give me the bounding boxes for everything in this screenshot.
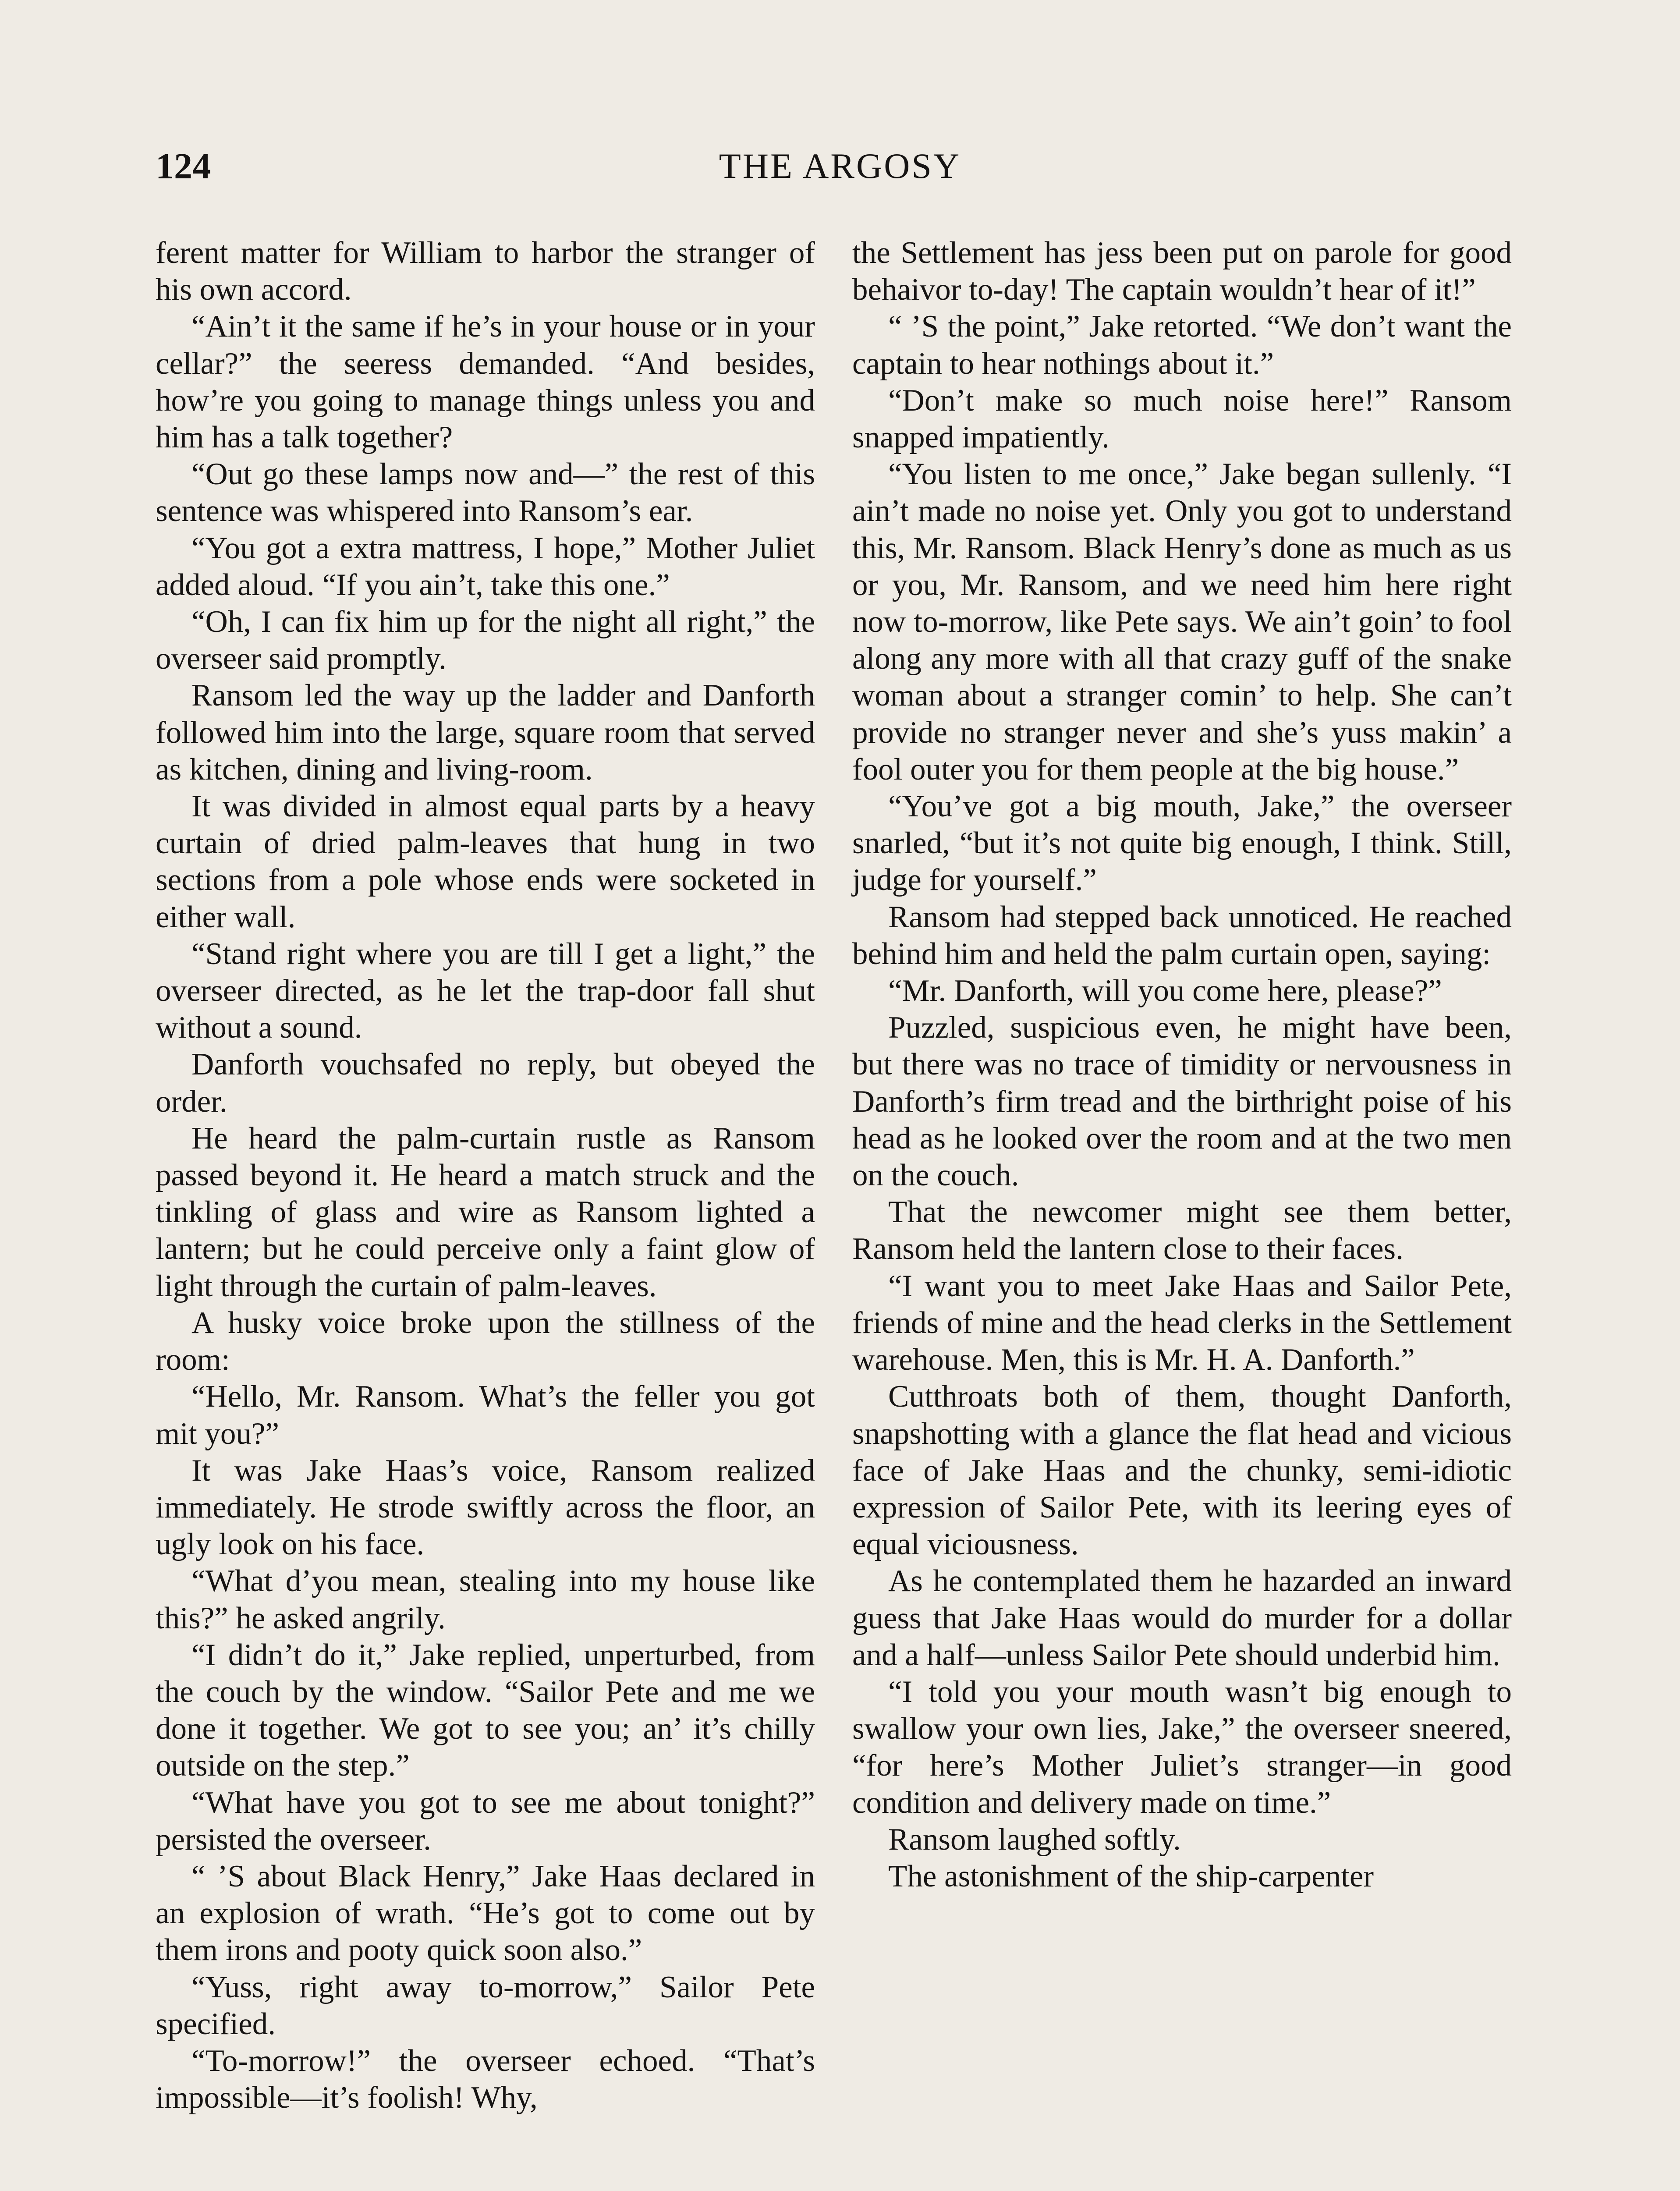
right-column [852,234,1512,1895]
paragraph: As he contemplated them he hazarded an inward guess that Jake Haas would do murder for a dollar and a half—unless Sailor Pete should underbid him. [852,1564,1512,1672]
paragraph: “Oh, I can fix him up for the night all right,” the overseer said promptly. [156,605,815,676]
paragraph: “What have you got to see me about tonight?” persisted the overseer. [156,1785,815,1857]
paragraph: Ransom laughed softly. [888,1822,1181,1857]
paragraph: the Settlement has jess been put on parole for good behaivor to-day! The captain wouldn’t hear of it!” [852,236,1512,307]
paragraph: “I told you your mouth wasn’t big enough to swallow your own lies, Jake,” the overseer sneered, “for here’s Mother Juliet’s stranger—in good condition and delivery made on time.” [852,1674,1512,1820]
page-number: 124 [156,146,211,187]
left-column [156,234,815,2116]
paragraph: “I didn’t do it,” Jake replied, unperturbed, from the couch by the window. “Sailor Pete and me we done it together. We got to see you; an’ it’s chilly outside on the step.” [156,1638,815,1783]
paragraph: Danforth vouchsafed no reply, but obeyed the order. [156,1047,815,1119]
paragraph: It was divided in almost equal parts by a heavy curtain of dried palm-leaves that hung in two sections from a pole whose ends were socketed in either wall. [156,789,815,934]
paragraph: Ransom had stepped back unnoticed. He reached behind him and held the palm curtain open, saying: [852,900,1512,971]
paragraph: The astonishment of the ship-carpenter [888,1859,1374,1893]
paragraph: “Yuss, right away to-morrow,” Sailor Pete specified. [156,1970,815,2041]
paragraph: Ransom led the way up the ladder and Danforth followed him into the large, square room that served as kitchen, dining and living-room. [156,678,815,787]
paragraph: “You got a extra mattress, I hope,” Mother Juliet added aloud. “If you ain’t, take this one.” [156,531,815,602]
paragraph: Puzzled, suspicious even, he might have been, but there was no trace of timidity or nervousness in Danforth’s firm tread and the birthright poise of his head as he looked over the room and at the two men on the couch. [852,1010,1512,1193]
paragraph: He heard the palm-curtain rustle as Ransom passed beyond it. He heard a match struck and the tinkling of glass and wire as Ransom lighted a lantern; but he could perceive only a faint glow of light through the curtain of palm-leaves. [156,1121,815,1303]
paragraph: “Ain’t it the same if he’s in your house or in your cellar?” the seeress demanded. “And besides, how’re you going to manage things unless you and him has a talk together? [156,309,815,455]
paragraph: “You’ve got a big mouth, Jake,” the overseer snarled, “but it’s not quite big enough, I think. Still, judge for yourself.” [852,789,1512,897]
paragraph: “To-morrow!” the overseer echoed. “That’s impossible—it’s foolish! Why, [156,2043,815,2115]
paragraph: It was Jake Haas’s voice, Ransom realized immediately. He strode swiftly across the floor, an ugly look on his face. [156,1453,815,1562]
paragraph: That the newcomer might see them better, Ransom held the lantern close to their faces. [852,1195,1512,1266]
paragraph: “Hello, Mr. Ransom. What’s the feller you got mit you?” [156,1379,815,1451]
paragraph: “I want you to meet Jake Haas and Sailor Pete, friends of mine and the head clerks in the Settlement warehouse. Men, this is Mr. H. A. Danforth.” [852,1269,1512,1377]
running-head: THE ARGOSY [719,146,961,186]
paragraph: “ ’S the point,” Jake retorted. “We don’t want the captain to hear nothings about it.” [852,309,1512,381]
paragraph: “Stand right where you are till I get a light,” the overseer directed, as he let the trap-door fall shut without a sound. [156,936,815,1045]
paragraph: “What d’you mean, stealing into my house like this?” he asked angrily. [156,1564,815,1635]
paragraph: “Out go these lamps now and—” the rest of this sentence was whispered into Ransom’s ear. [156,457,815,528]
paragraph: “Don’t make so much noise here!” Ransom snapped impatiently. [852,383,1512,455]
paragraph: ferent matter for William to harbor the stranger of his own accord. [156,236,815,307]
paragraph: “Mr. Danforth, will you come here, please?” [888,974,1442,1008]
paragraph: “ ’S about Black Henry,” Jake Haas declared in an explosion of wrath. “He’s got to come out by them irons and pooty quick soon also.” [156,1859,815,1968]
paragraph: A husky voice broke upon the stillness of the room: [156,1305,815,1377]
paragraph: “You listen to me once,” Jake began sullenly. “I ain’t made no noise yet. Only you got to understand this, Mr. Ransom. Black Henry’s done as much as us or you, Mr. Ransom, and we need him here right now to-morrow, like Pete says. We ain’t goin’ to fool along any more with all that crazy guff of the snake woman about a stranger comin’ to help. She can’t provide no stranger never and she’s yuss makin’ a fool outer you for them people at the big house.” [852,457,1512,787]
paragraph: Cutthroats both of them, thought Danforth, snapshotting with a glance the flat head and vicious face of Jake Haas and the chunky, semi-idiotic expression of Sailor Pete, with its leering eyes of equal viciousness. [852,1379,1512,1562]
